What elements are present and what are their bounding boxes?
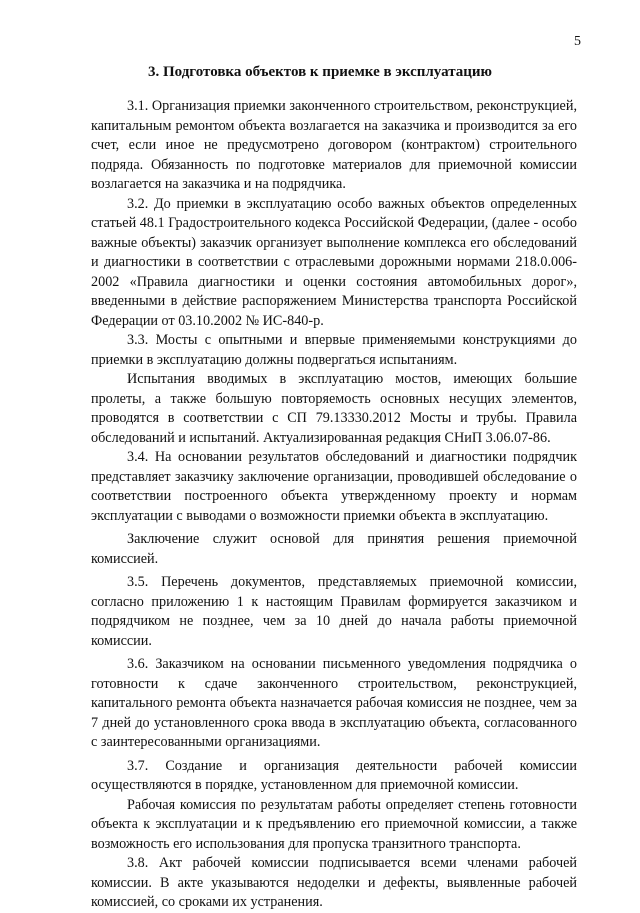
paragraph-3-7-working-commission: Рабочая комиссия по результатам работы определяет степень готовности объекта к эксплуатации и к предъявлению его приемочной комиссии, а также возможность его использования для пропуска транзитного транспорта.: [91, 796, 577, 852]
paragraph-3-2: 3.2. До приемки в эксплуатацию особо важных объектов определенных статьей 48.1 Градостроительного кодекса Российской Федерации, (далее - особо важные объекты) заказчик организует выполнение комплекса его обследований и диагностики в соответствии с отраслевыми дорожными нормами 218.0.006-2002 «Правила диагностики и оценки состояния автомобильных дорог», введенными в действие распоряжением Министерства транспорта Российской Федерации от 03.10.2002 № ИС-840-р.: [91, 195, 577, 329]
page-number: 5: [574, 34, 581, 49]
paragraph-3-1: 3.1. Организация приемки законченного строительством, реконструкцией, капитальным ремонтом объекта возлагается на заказчика и производится за его счет, если иное не предусмотрено договором (контрактом) строительного подряда. Обязанность по подготовке материалов для приемочной комиссии возлагается на заказчика и на подрядчика.: [91, 98, 577, 192]
paragraph-3-4: 3.4. На основании результатов обследований и диагностики подрядчик представляет заказчику заключение организации, проводившей обследование о соответствии построенного объекта утвержденному проекту и нормам эксплуатации с выводами о возможности приемки объекта в эксплуатацию.: [91, 449, 577, 524]
paragraph-3-8: 3.8. Акт рабочей комиссии подписывается всеми членами рабочей комиссии. В акте указываются недоделки и дефекты, выявленные рабочей комиссией, со сроками их устранения.: [91, 855, 577, 910]
paragraph-3-4-conclusion: Заключение служит основой для принятия решения приемочной комиссией.: [91, 531, 577, 567]
paragraph-3-3: 3.3. Мосты с опытными и впервые применяемыми конструкциями до приемки в эксплуатацию должны подвергаться испытаниям.: [91, 332, 577, 368]
section-heading: 3. Подготовка объектов к приемке в эксплуатацию: [147, 64, 493, 80]
paragraph-3-5: 3.5. Перечень документов, представляемых приемочной комиссии, согласно приложению 1 к настоящим Правилам формируется заказчиком и подрядчиком не позднее, чем за 10 дней до начала работы приемочной комиссии.: [91, 574, 577, 649]
paragraph-3-6: 3.6. Заказчиком на основании письменного уведомления подрядчика о готовности к сдаче законченного строительством, реконструкцией, капитального ремонта объекта назначается рабочая комиссия не позднее, чем за 7 дней до установленного срока ввода в эксплуатацию объекта, согласованного с заинтересованными организациями.: [91, 656, 577, 750]
paragraph-3-7: 3.7. Создание и организация деятельности рабочей комиссии осуществляются в порядке, установленном для приемочной комиссии.: [91, 757, 577, 793]
document-body: [91, 97, 577, 913]
paragraph-3-3-testing: Испытания вводимых в эксплуатацию мостов, имеющих большие пролеты, а также большую повторяемость основных несущих элементов, проводятся в соответствии с СП 79.13330.2012 Мосты и трубы. Правила обследований и испытаний. Актуализированная редакция СНиП 3.06.07-86.: [91, 371, 577, 446]
